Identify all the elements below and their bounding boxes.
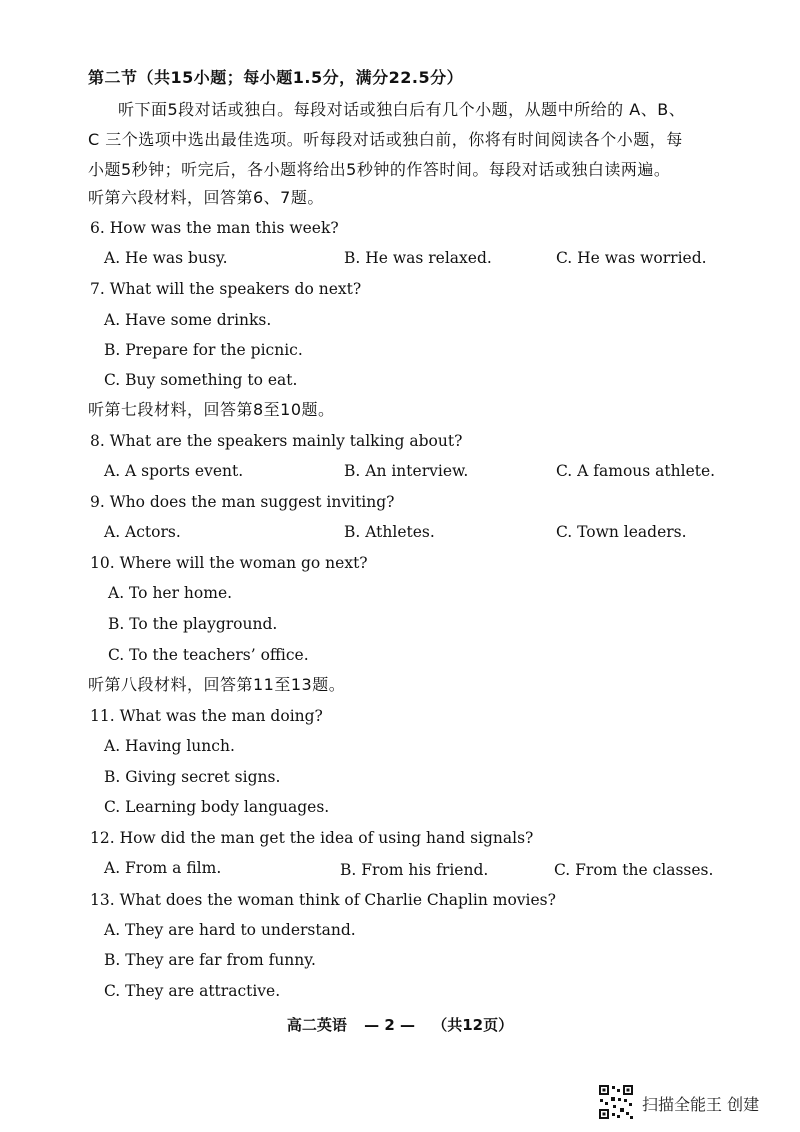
option-b: B. To the playground.: [108, 615, 278, 633]
option-c: C. He was worried.: [556, 249, 707, 267]
section-header: 第二节（共15小题；每小题1.5分，满分22.5分）: [88, 68, 464, 87]
question-stem: 6. How was the man this week?: [90, 219, 339, 237]
question-stem: 12. How did the man get the idea of using hand signals?: [90, 829, 534, 847]
question-stem: 7. What will the speakers do next?: [90, 280, 362, 298]
qr-code-icon: [598, 1084, 634, 1120]
question-stem: 9. Who does the man suggest inviting?: [90, 493, 395, 511]
option-c: C. They are attractive.: [104, 982, 281, 1000]
option-b: B. He was relaxed.: [344, 249, 492, 267]
option-a: A. Actors.: [104, 523, 181, 541]
watermark-text: 扫描全能王 创建: [642, 1095, 760, 1114]
option-b: B. From his friend.: [340, 861, 489, 879]
option-b: B. Athletes.: [344, 523, 435, 541]
instruction-line: 小题5秒钟；听完后，各小题将给出5秒钟的作答时间。每段对话或独白读两遍。: [88, 160, 671, 179]
option-b: B. They are far from funny.: [104, 951, 316, 969]
option-c: C. Buy something to eat.: [104, 371, 298, 389]
option-c: C. To the teachers’ office.: [108, 646, 309, 664]
instruction-line: C 三个选项中选出最佳选项。听每段对话或独白前，你将有时间阅读各个小题，每: [88, 130, 683, 149]
option-a: A. Having lunch.: [104, 737, 235, 755]
option-a: A. A sports event.: [104, 462, 244, 480]
footer-page-number: — 2 —: [364, 1016, 416, 1034]
group-label: 听第八段材料，回答第11至13题。: [88, 675, 346, 694]
option-b: B. An interview.: [344, 462, 469, 480]
footer-total-pages: （共12页）: [432, 1016, 514, 1034]
scanner-watermark: [598, 1084, 788, 1120]
group-label: 听第六段材料，回答第6、7题。: [88, 188, 324, 207]
group-label: 听第七段材料，回答第8至10题。: [88, 400, 335, 419]
question-stem: 13. What does the woman think of Charlie Chaplin movies?: [90, 891, 556, 909]
question-stem: 11. What was the man doing?: [90, 707, 323, 725]
option-a: A. To her home.: [108, 584, 233, 602]
option-c: C. A famous athlete.: [556, 462, 716, 480]
option-a: A. Have some drinks.: [104, 311, 272, 329]
instruction-line: 听下面5段对话或独白。每段对话或独白后有几个小题，从题中所给的 A、B、: [118, 100, 686, 119]
option-c: C. Learning body languages.: [104, 798, 330, 816]
page-footer: [0, 1014, 800, 1035]
option-b: B. Prepare for the picnic.: [104, 341, 303, 359]
option-c: C. Town leaders.: [556, 523, 687, 541]
question-stem: 10. Where will the woman go next?: [90, 554, 368, 572]
question-stem: 8. What are the speakers mainly talking about?: [90, 432, 463, 450]
option-a: A. He was busy.: [104, 249, 228, 267]
footer-subject: 高二英语: [286, 1016, 347, 1034]
option-c: C. From the classes.: [554, 861, 714, 879]
option-a: A. From a film.: [104, 859, 222, 877]
option-a: A. They are hard to understand.: [104, 921, 356, 939]
option-b: B. Giving secret signs.: [104, 768, 281, 786]
